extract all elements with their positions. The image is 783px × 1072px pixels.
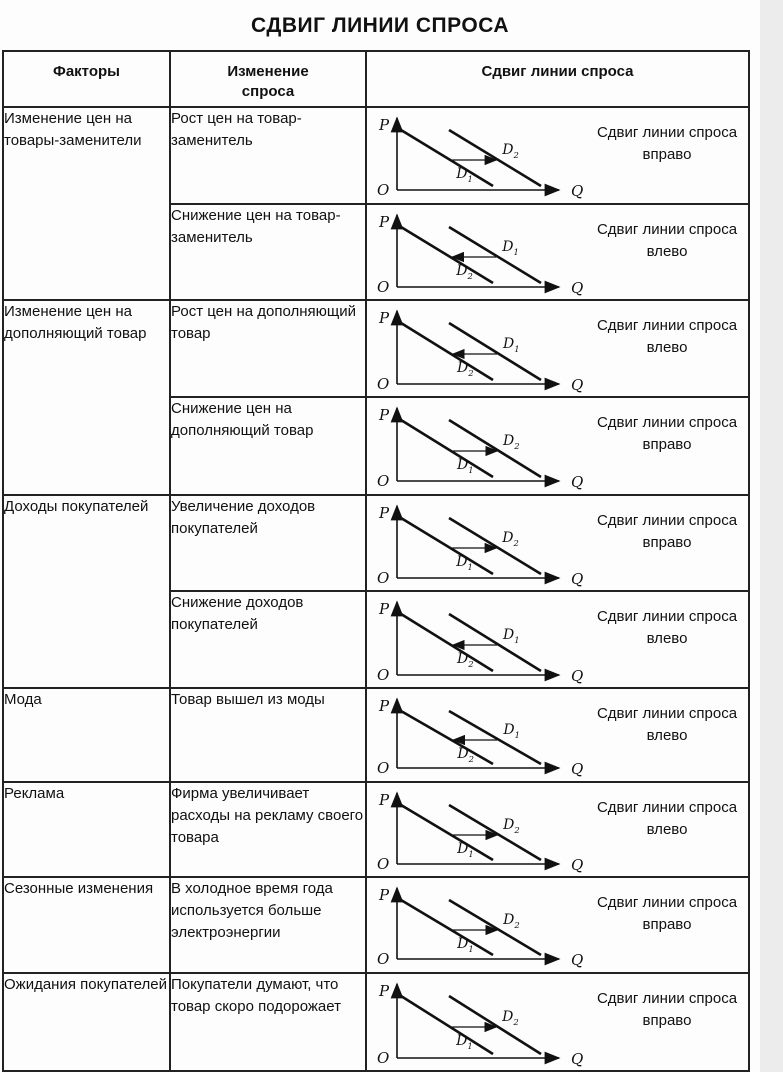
axis-label-p: P [379, 116, 390, 135]
curve-label-left: $D_2$ [456, 262, 473, 281]
header-shift: Сдвиг линии спроса [366, 51, 749, 107]
curve-label-right: $D_1$ [503, 722, 520, 741]
shift-label: Сдвиг линии спроса вправо [596, 414, 738, 454]
page-title: СДВИГ ЛИНИИ СПРОСА [251, 14, 509, 37]
axis-label-p: P [379, 600, 390, 619]
axis-label-q: Q [571, 951, 584, 970]
demand-line-left [401, 711, 493, 764]
shift-cell [366, 204, 749, 300]
curve-label-left: $D_1$ [457, 457, 474, 476]
axis-label-o: O [377, 950, 390, 969]
demand-shift-diagram [367, 592, 597, 687]
page-margin [760, 0, 783, 1072]
axis-label-q: Q [571, 569, 584, 588]
demand-line-left [401, 996, 493, 1054]
table-row [3, 782, 749, 877]
change-cell: В холодное время года используется больше электроэнергии [170, 877, 366, 972]
table-row [3, 107, 749, 203]
factor-cell: Ожидания покупателей [3, 973, 170, 1071]
shift-label: Сдвиг линии спроса влево [596, 798, 738, 838]
axis-label-q: Q [571, 278, 584, 297]
axis-label-p: P [379, 790, 390, 809]
axis-label-q: Q [571, 855, 584, 874]
demand-shift-diagram [367, 783, 597, 876]
axis-label-o: O [377, 181, 390, 200]
demand-shift-diagram [367, 108, 597, 202]
change-cell: Фирма увеличивает расходы на рекламу своего товара [170, 782, 366, 877]
axis-label-o: O [377, 277, 390, 296]
change-cell: Снижение цен на товар-заменитель [170, 204, 366, 300]
axis-label-o: O [377, 666, 390, 685]
shift-cell [366, 107, 749, 203]
shift-label: Сдвиг линии спроса вправо [596, 989, 738, 1029]
axis-label-o: O [377, 472, 390, 491]
axis-label-q: Q [571, 667, 584, 686]
factor-cell: Изменение цен на дополняющий товар [3, 300, 170, 495]
shift-cell [366, 973, 749, 1071]
demand-shift-diagram [367, 301, 597, 396]
axis-label-p: P [379, 886, 390, 905]
demand-line-left [401, 227, 493, 283]
demand-line-left [401, 900, 493, 955]
factor-cell: Изменение цен на товары-заменители [3, 107, 170, 300]
demand-shift-diagram [367, 496, 597, 590]
curve-label-left: $D_2$ [457, 746, 474, 765]
curve-label-right: $D_1$ [503, 627, 520, 646]
curve-label-right: $D_2$ [503, 912, 520, 931]
demand-shift-diagram [367, 878, 597, 971]
axis-label-q: Q [571, 473, 584, 492]
axis-label-q: Q [571, 1049, 584, 1068]
axis-label-p: P [379, 212, 390, 231]
curve-label-left: $D_2$ [457, 651, 474, 670]
change-cell: Снижение доходов покупателей [170, 591, 366, 688]
curve-label-left: $D_1$ [456, 553, 473, 572]
shift-label: Сдвиг линии спроса вправо [596, 124, 738, 164]
header-demand-change: Изменение спроса [170, 51, 366, 107]
curve-label-left: $D_2$ [457, 359, 474, 378]
change-cell: Рост цен на товар-заменитель [170, 107, 366, 203]
change-cell: Увеличение доходов покупателей [170, 495, 366, 591]
curve-label-right: $D_2$ [502, 529, 519, 548]
axis-label-q: Q [571, 760, 584, 779]
shift-cell [366, 300, 749, 397]
shift-cell [366, 782, 749, 877]
factor-cell: Реклама [3, 782, 170, 877]
demand-shift-diagram [367, 205, 597, 299]
header-row [3, 51, 749, 107]
shift-label: Сдвиг линии спроса влево [596, 705, 738, 745]
table-row [3, 300, 749, 397]
change-cell: Товар вышел из моды [170, 688, 366, 781]
curve-label-left: $D_1$ [457, 936, 474, 955]
shift-cell [366, 877, 749, 972]
curve-label-right: $D_2$ [503, 433, 520, 452]
axis-label-p: P [379, 981, 390, 1000]
curve-label-left: $D_1$ [457, 840, 474, 859]
factor-cell: Сезонные изменения [3, 877, 170, 972]
axis-label-o: O [377, 759, 390, 778]
axis-label-p: P [379, 308, 390, 327]
table-row [3, 973, 749, 1071]
shift-label: Сдвиг линии спроса вправо [596, 511, 738, 551]
curve-label-right: $D_2$ [503, 816, 520, 835]
factor-cell: Мода [3, 688, 170, 781]
shift-cell [366, 397, 749, 494]
axis-label-p: P [379, 697, 390, 716]
demand-line-left [401, 805, 493, 860]
demand-line-left [401, 323, 493, 380]
shift-cell [366, 688, 749, 781]
demand-line-left [401, 518, 493, 574]
factor-cell: Доходы покупателей [3, 495, 170, 689]
demand-line-left [401, 614, 493, 671]
curve-label-right: $D_2$ [502, 1008, 519, 1027]
curve-label-left: $D_1$ [456, 166, 473, 185]
axis-label-q: Q [571, 182, 584, 201]
header-factors: Факторы [3, 51, 170, 107]
shift-label: Сдвиг линии спроса вправо [596, 894, 738, 934]
curve-label-right: $D_1$ [502, 238, 519, 257]
shift-label: Сдвиг линии спроса влево [596, 220, 738, 260]
curve-label-left: $D_1$ [456, 1032, 473, 1051]
axis-label-o: O [377, 568, 390, 587]
axis-label-o: O [377, 374, 390, 393]
change-cell: Покупатели думают, что товар скоро подорожает [170, 973, 366, 1071]
change-cell: Рост цен на дополняющий товар [170, 300, 366, 397]
demand-line-left [401, 130, 493, 186]
demand-shift-table [2, 50, 750, 1072]
demand-shift-diagram [367, 398, 597, 493]
shift-cell [366, 591, 749, 688]
curve-label-right: $D_1$ [503, 335, 520, 354]
shift-label: Сдвиг линии спроса влево [596, 316, 738, 356]
table-row [3, 688, 749, 781]
table-row [3, 877, 749, 972]
table-row [3, 495, 749, 591]
axis-label-p: P [379, 406, 390, 425]
axis-label-o: O [377, 854, 390, 873]
demand-line-left [401, 420, 493, 477]
shift-label: Сдвиг линии спроса влево [596, 608, 738, 648]
curve-label-right: $D_2$ [502, 142, 519, 161]
demand-shift-diagram [367, 974, 597, 1070]
axis-label-q: Q [571, 375, 584, 394]
axis-label-o: O [377, 1048, 390, 1067]
shift-cell [366, 495, 749, 591]
axis-label-p: P [379, 503, 390, 522]
demand-shift-diagram [367, 689, 597, 780]
change-cell: Снижение цен на дополняющий товар [170, 397, 366, 494]
